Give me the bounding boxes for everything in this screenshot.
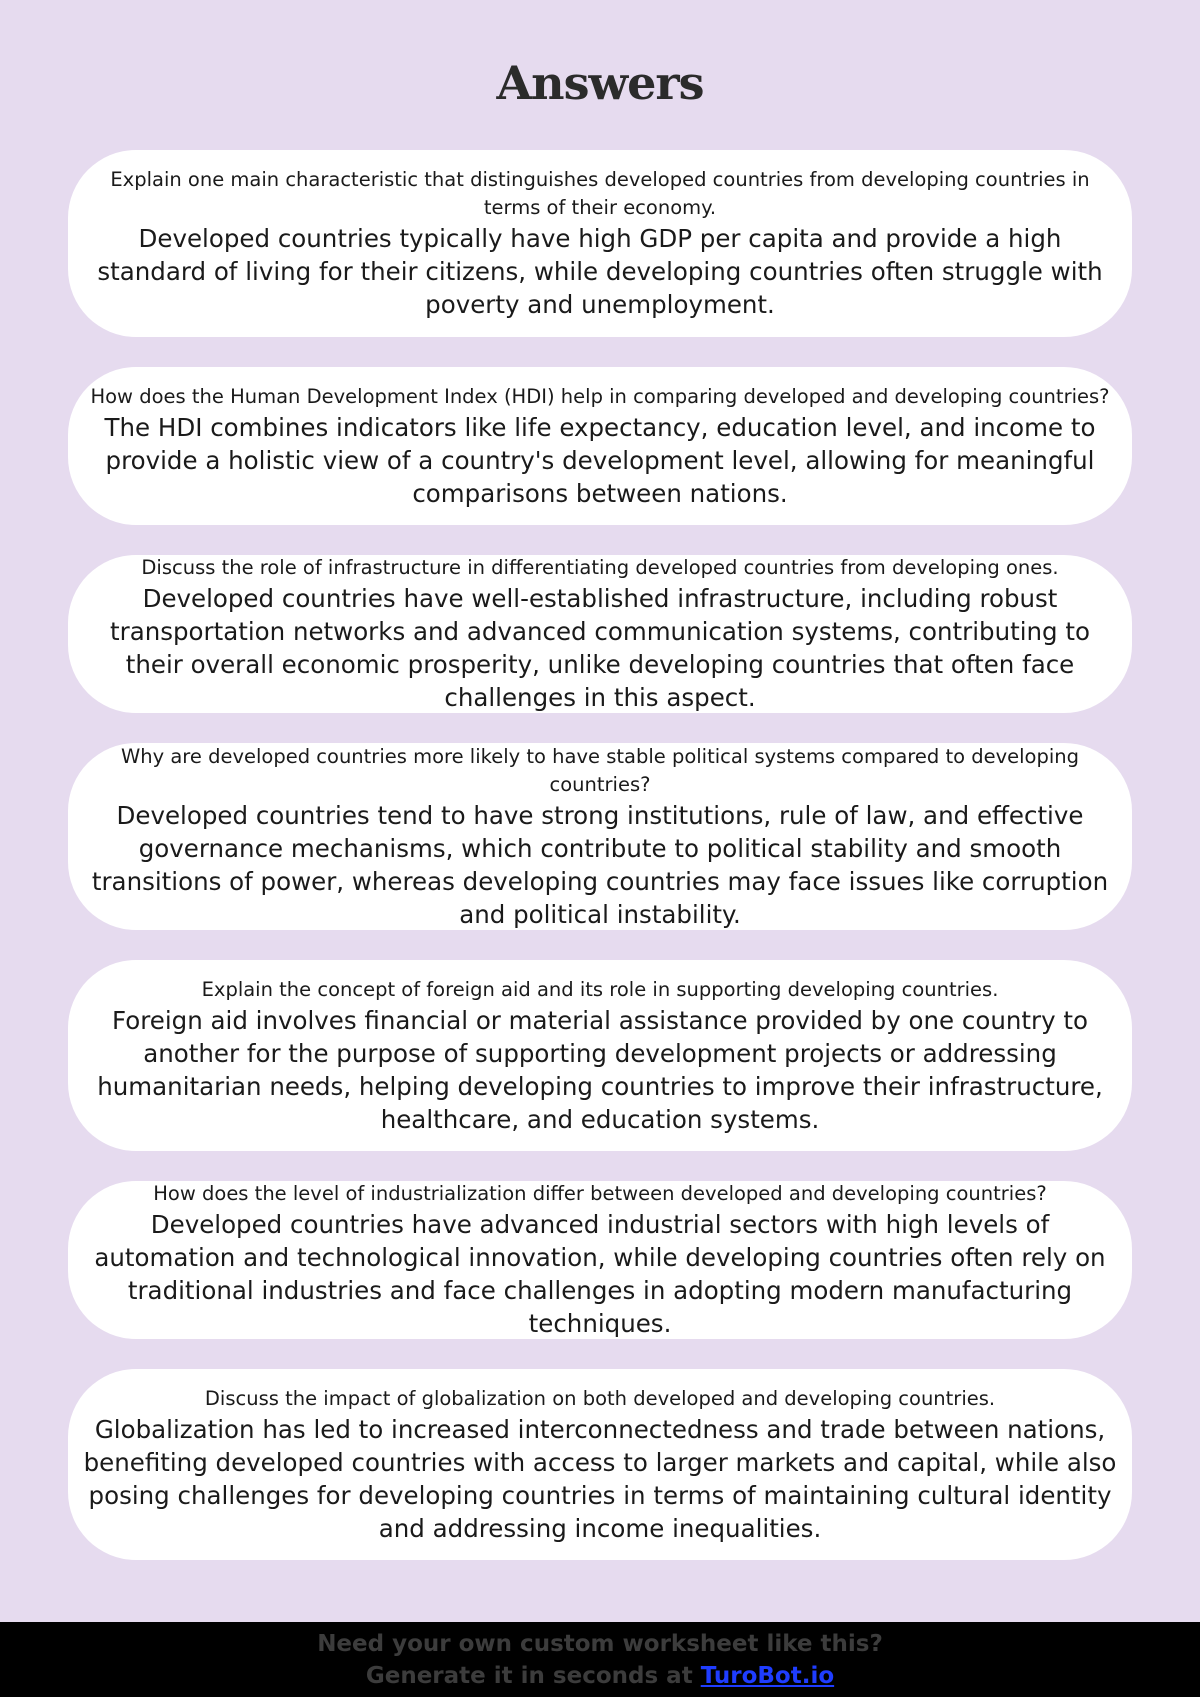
answer-text: The HDI combines indicators like life expectancy, education level, and income to provide a holistic view of a country's development level, allowing for meaningful comparisons between nations. [104,412,1096,508]
question-text: Explain the concept of foreign aid and its role in supporting developing countries. [201,977,999,1001]
answer-card-4 [68,743,1132,930]
answer-text: Developed countries typically have high GDP per capita and provide a high standard of living for their citizens, while developing countries often struggle with poverty and unemployment. [97,224,1103,319]
answer-text: Developed countries have well-established infrastructure, including robust transportation networks and advanced communication systems, contributing to their overall economic prosperity, unlike developing countries that often face challenges in this aspect. [110,584,1090,712]
answer-card-3 [68,555,1132,713]
turobot-link[interactable]: TuroBot.io [700,1663,835,1689]
question-text: How does the Human Development Index (HDI) help in comparing developed and developing countries? [90,384,1110,408]
promo-footer [0,1622,1200,1697]
question-text: How does the level of industrialization differ between developed and developing countries? [153,1182,1047,1205]
answer-text: Developed countries have advanced industrial sectors with high levels of automation and technological innovation, while developing countries often rely on traditional industries and face challenges in adopting modern manufacturing techniques. [94,1210,1106,1338]
answer-text: Foreign aid involves financial or material assistance provided by one country to another for the purpose of supporting development projects or addressing humanitarian needs, helping developing countries to improve their infrastructure, healthcare, and education systems. [97,1005,1103,1134]
footer-line-1: Need your own custom worksheet like this? [317,1631,883,1657]
answer-text: Developed countries tend to have strong institutions, rule of law, and effective governance mechanisms, which contribute to political stability and smooth transitions of power, whereas developing countries may face issues like corruption and political instability. [91,800,1109,929]
footer-line-2 [0,1660,1200,1692]
page-title: Answers [496,56,704,110]
question-text: Discuss the impact of globalization on both developed and developing countries. [204,1386,996,1410]
answer-card-6 [68,1181,1132,1339]
answer-card-2 [68,367,1132,525]
answer-card-1 [68,150,1132,337]
answer-text: Globalization has led to increased interconnectedness and trade between nations, benefiting developed countries with access to larger markets and capital, while also posing challenges for developing countries in terms of maintaining cultural identity and addressing income inequalities. [83,1414,1117,1543]
question-text: Explain one main characteristic that distinguishes developed countries from developing countries in terms of their economy. [110,168,1090,219]
answer-card-5 [68,960,1132,1151]
footer-line-2-text: Generate it in seconds at [365,1663,701,1689]
question-text: Discuss the role of infrastructure in differentiating developed countries from developing ones. [141,556,1059,579]
answer-card-7 [68,1369,1132,1560]
question-text: Why are developed countries more likely to have stable political systems compared to developing countries? [120,744,1080,796]
